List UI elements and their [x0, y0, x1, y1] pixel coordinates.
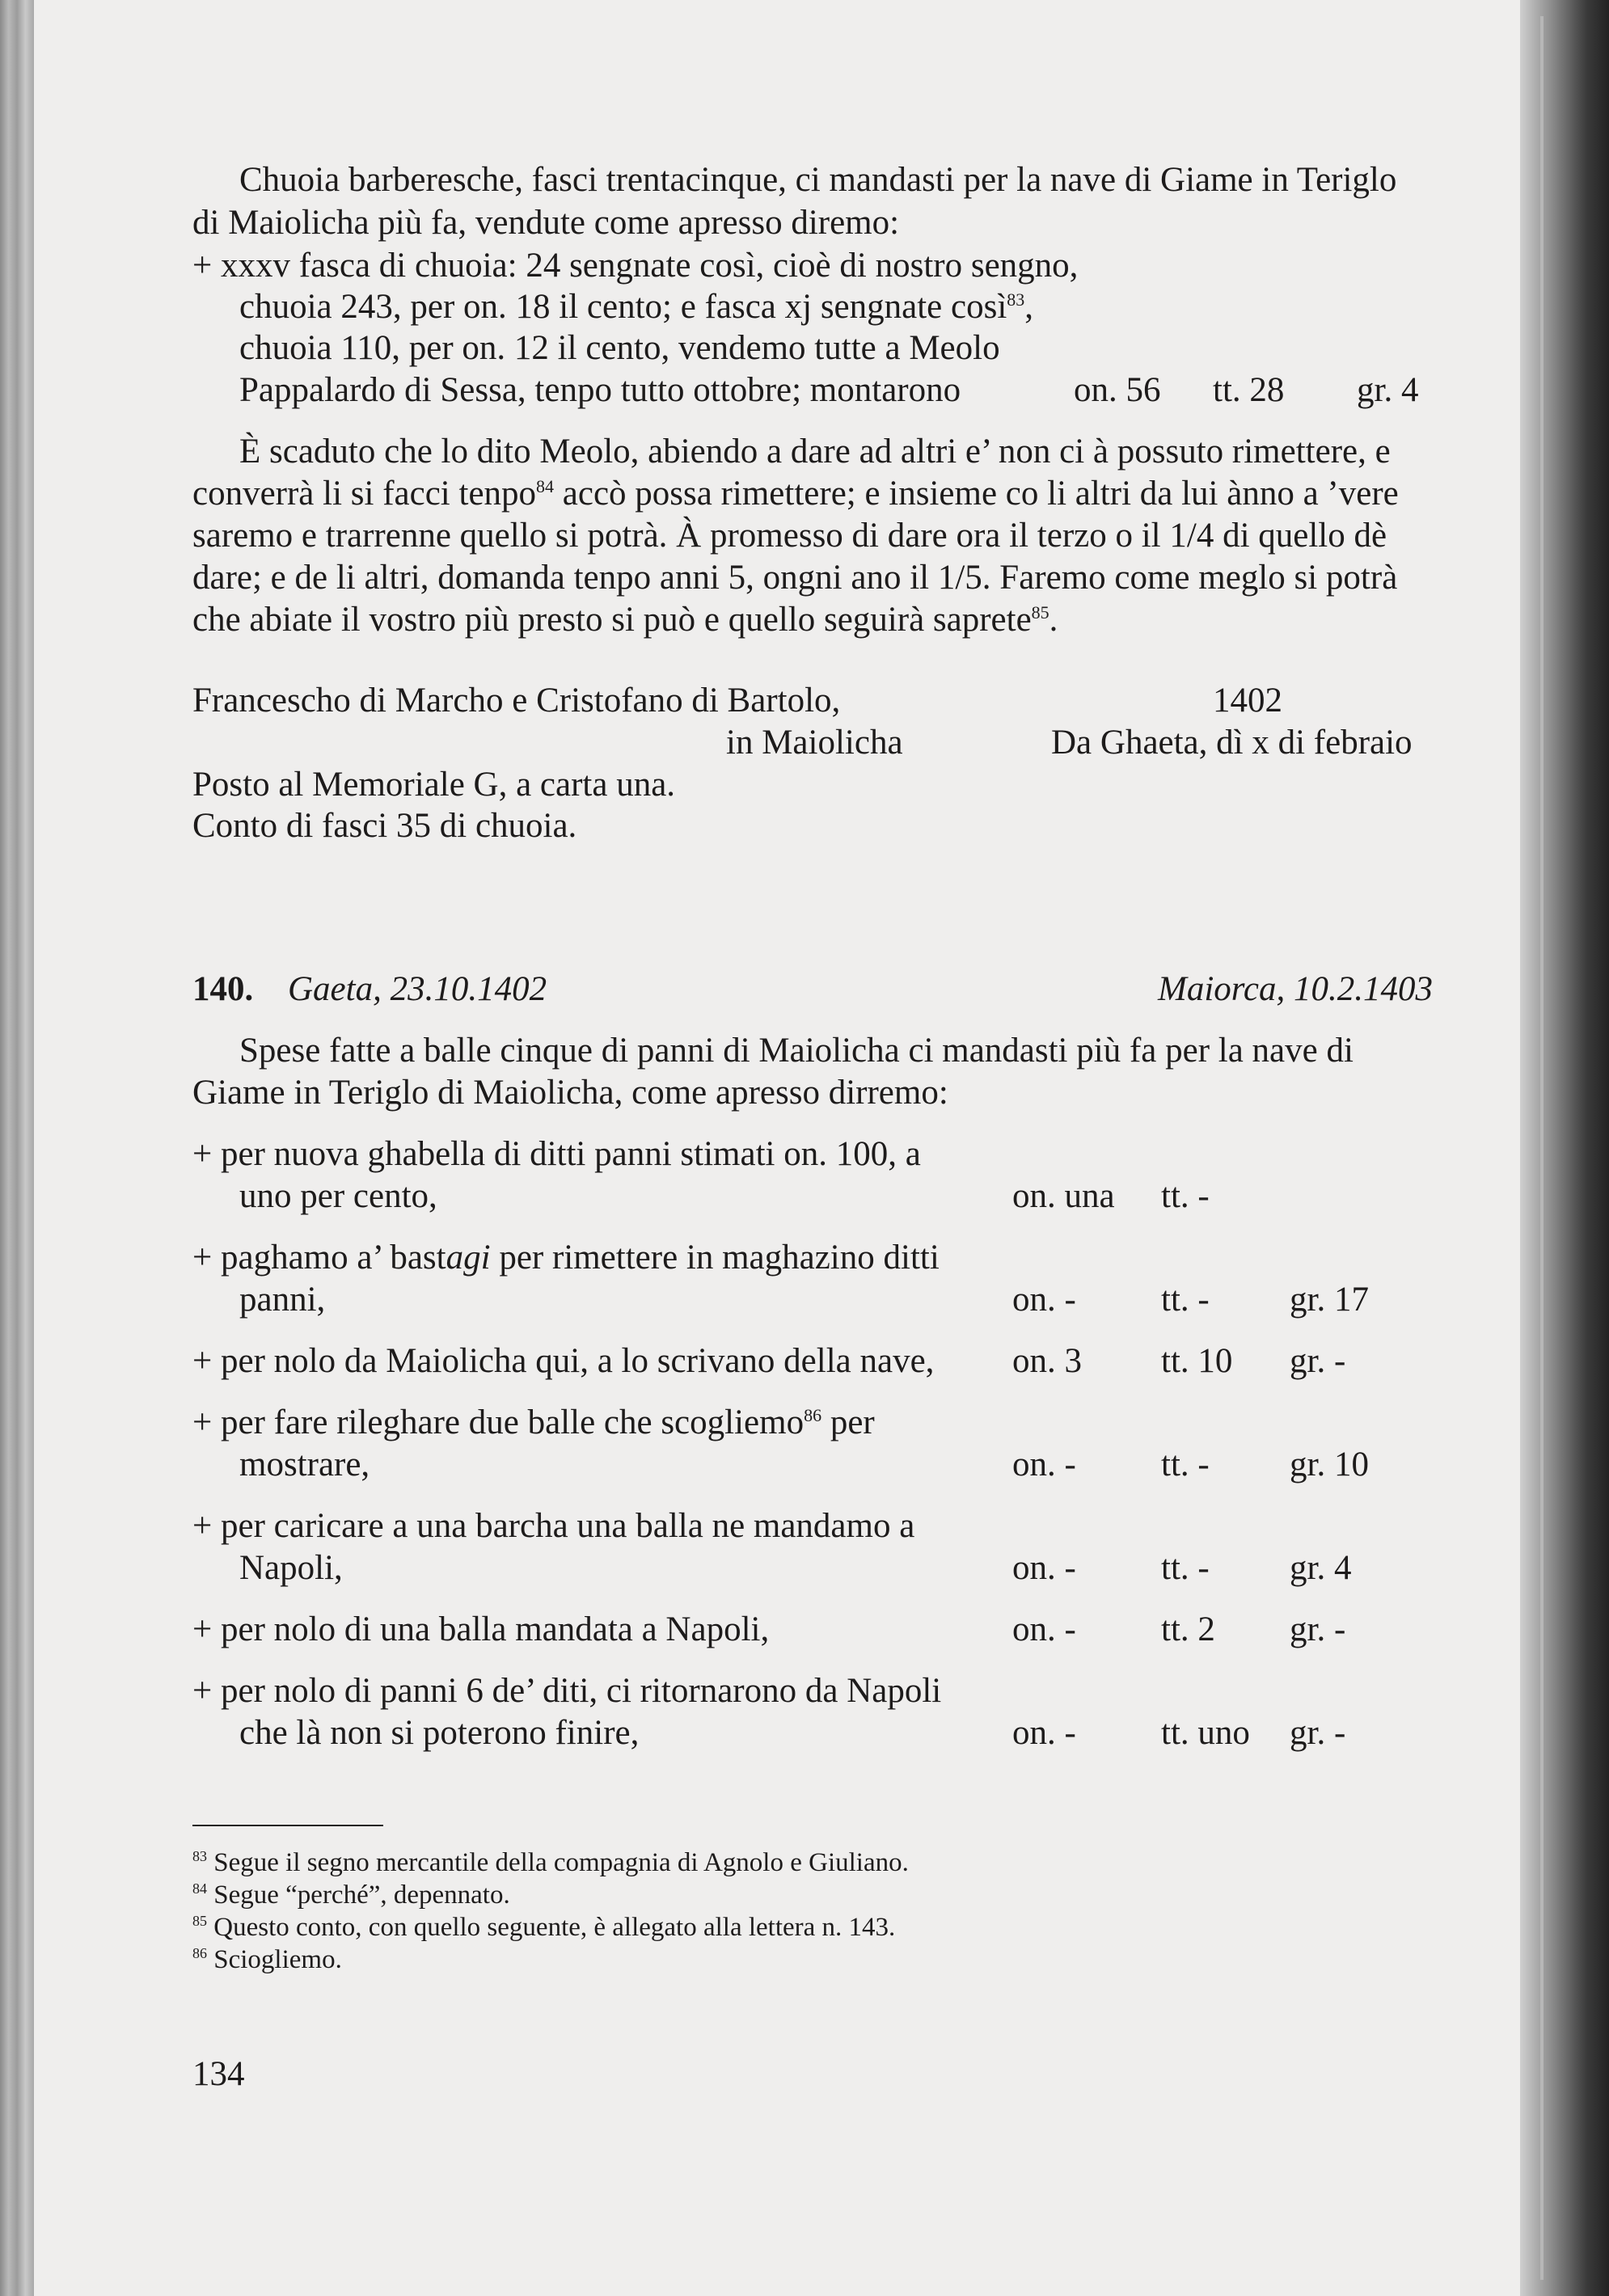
- posto-note: Posto al Memoriale G, a carta una.: [192, 766, 676, 804]
- footnote-86-number: 86: [192, 1945, 207, 1961]
- p2-line-1: È scaduto che lo dito Meolo, abiendo a dare ad altri e’ non ci à possuto rimettere, e: [239, 433, 1391, 471]
- item-6-on: on. -: [1012, 1610, 1076, 1648]
- footnote-ref-84: 84: [536, 476, 555, 496]
- p2-line-5b: .: [1049, 601, 1058, 639]
- item-5-line-1: + per caricare a una barcha una balla ne mandamo a: [192, 1507, 915, 1545]
- item-5-tt: tt. -: [1161, 1549, 1210, 1587]
- p1-amount-tt: tt. 28: [1213, 371, 1285, 409]
- item-2-on: on. -: [1012, 1281, 1076, 1319]
- footnote-85-text: Questo conto, con quello seguente, è allegato alla lettera n. 143.: [207, 1913, 896, 1942]
- sender-names: Francescho di Marcho e Cristofano di Bartolo,: [192, 682, 841, 720]
- footnote-84-number: 84: [192, 1880, 207, 1897]
- letter-year: 1402: [1213, 682, 1282, 720]
- conto-note: Conto di fasci 35 di chuoia.: [192, 807, 577, 845]
- p2-line-3: saremo e trarrenne quello si potrà. À promesso di dare ora il terzo o il 1/4 di quello dè: [192, 517, 1387, 555]
- footnote-86-text: Sciogliemo.: [207, 1945, 342, 1974]
- p1-line-6: Pappalardo di Sessa, tenpo tutto ottobre; montarono: [239, 371, 961, 409]
- item-4-on: on. -: [1012, 1446, 1076, 1484]
- letter-date: Da Ghaeta, dì x di febraio: [1051, 724, 1413, 762]
- item-7-line-1: + per nolo di panni 6 de’ diti, ci ritornarono da Napoli: [192, 1672, 942, 1710]
- footnote-rule: [192, 1825, 383, 1826]
- footnote-84: [192, 1879, 510, 1911]
- item-3-line-1: + per nolo da Maiolicha qui, a lo scrivano della nave,: [192, 1342, 935, 1380]
- footnote-ref-86: 86: [804, 1405, 822, 1425]
- page-number: 134: [192, 2055, 245, 2093]
- item-6-line-1: + per nolo di una balla mandata a Napoli,: [192, 1610, 770, 1648]
- entry-intro-line-1: Spese fatte a balle cinque di panni di Maiolicha ci mandasti più fa per la nave di: [239, 1032, 1354, 1070]
- p1-amount-gr: gr. 4: [1357, 371, 1419, 409]
- item-5-line-2: Napoli,: [239, 1549, 343, 1587]
- page-gutter-shadow: [1520, 0, 1609, 2296]
- item-4-line-1b: per: [821, 1403, 875, 1441]
- item-6-gr: gr. -: [1290, 1610, 1346, 1648]
- p2-line-2: [192, 473, 1399, 515]
- recipient-place: in Maiolicha: [726, 724, 903, 762]
- p1-line-1: Chuoia barberesche, fasci trentacinque, ci mandasti per la nave di Giame in Teriglo: [239, 161, 1397, 199]
- p2-line-2b: accò possa rimettere; e insieme co li altri da lui ànno a ’vere: [554, 475, 1399, 513]
- item-5-gr: gr. 4: [1290, 1549, 1352, 1587]
- footnote-86: [192, 1944, 342, 1976]
- item-7-tt: tt. uno: [1161, 1714, 1250, 1752]
- item-5-on: on. -: [1012, 1549, 1076, 1587]
- footnote-83-number: 83: [192, 1848, 207, 1864]
- item-2-line-2: panni,: [239, 1281, 326, 1319]
- item-1-tt: tt. -: [1161, 1177, 1210, 1215]
- p2-line-2a: converrà li si facci tenpo: [192, 475, 537, 513]
- p1-line-4: [239, 286, 1033, 328]
- item-2-tt: tt. -: [1161, 1281, 1210, 1319]
- p2-line-5a: che abiate il vostro più presto si può e quello seguirà saprete: [192, 601, 1032, 639]
- item-7-line-2: che là non si poterono finire,: [239, 1714, 640, 1752]
- item-3-tt: tt. 10: [1161, 1342, 1233, 1380]
- item-2-gr: gr. 17: [1290, 1281, 1369, 1319]
- item-4-gr: gr. 10: [1290, 1446, 1369, 1484]
- page-edge: [1540, 16, 1544, 2280]
- item-4-tt: tt. -: [1161, 1446, 1210, 1484]
- p1-line-3: + xxxv fasca di chuoia: 24 sengnate così, cioè di nostro sengno,: [192, 247, 1079, 285]
- item-2-line-1: [192, 1237, 940, 1279]
- footnote-ref-85: 85: [1031, 602, 1049, 623]
- item-4-line-2: mostrare,: [239, 1446, 370, 1484]
- item-7-gr: gr. -: [1290, 1714, 1346, 1752]
- p1-line-2: di Maiolicha più fa, vendute come apresso diremo:: [192, 204, 900, 242]
- footnote-85: [192, 1911, 895, 1944]
- item-3-gr: gr. -: [1290, 1342, 1346, 1380]
- item-4-line-1a: + per fare rileghare due balle che scogliemo: [192, 1403, 804, 1441]
- p2-line-5: [192, 599, 1058, 641]
- item-2-line-1b: per rimettere in maghazino ditti: [490, 1239, 940, 1277]
- p2-line-4: dare; e de li altri, domanda tenpo anni 5, ongni ano il 1/5. Faremo come meglo si potrà: [192, 559, 1398, 597]
- p1-line-5: chuoia 110, per on. 12 il cento, vendemo tutte a Meolo: [239, 329, 1000, 367]
- item-1-on: on. una: [1012, 1177, 1115, 1215]
- item-1-line-1: + per nuova ghabella di ditti panni stimati on. 100, a: [192, 1135, 921, 1173]
- entry-destination: Maiorca, 10.2.1403: [1158, 970, 1433, 1008]
- footnote-83: [192, 1847, 909, 1879]
- item-6-tt: tt. 2: [1161, 1610, 1215, 1648]
- p1-line-4-end: ,: [1024, 288, 1034, 326]
- book-binding: [0, 0, 34, 2296]
- item-7-on: on. -: [1012, 1714, 1076, 1752]
- entry-number: 140.: [192, 970, 254, 1008]
- p1-amount-on: on. 56: [1074, 371, 1161, 409]
- item-3-on: on. 3: [1012, 1342, 1082, 1380]
- footnote-84-text: Segue “perché”, depennato.: [207, 1880, 510, 1910]
- item-1-line-2: uno per cento,: [239, 1177, 437, 1215]
- item-2-line-1-italic: agi: [446, 1239, 491, 1277]
- item-4-line-1: [192, 1402, 875, 1444]
- footnote-ref-83: 83: [1007, 289, 1025, 310]
- p1-line-4-text: chuoia 243, per on. 18 il cento; e fasca xj sengnate così: [239, 288, 1007, 326]
- entry-origin: Gaeta, 23.10.1402: [288, 970, 547, 1008]
- footnote-85-number: 85: [192, 1913, 207, 1929]
- entry-intro-line-2: Giame in Teriglo di Maiolicha, come apresso dirremo:: [192, 1074, 948, 1112]
- item-2-line-1a: + paghamo a’ bast: [192, 1239, 446, 1277]
- footnote-83-text: Segue il segno mercantile della compagnia di Agnolo e Giuliano.: [207, 1848, 909, 1877]
